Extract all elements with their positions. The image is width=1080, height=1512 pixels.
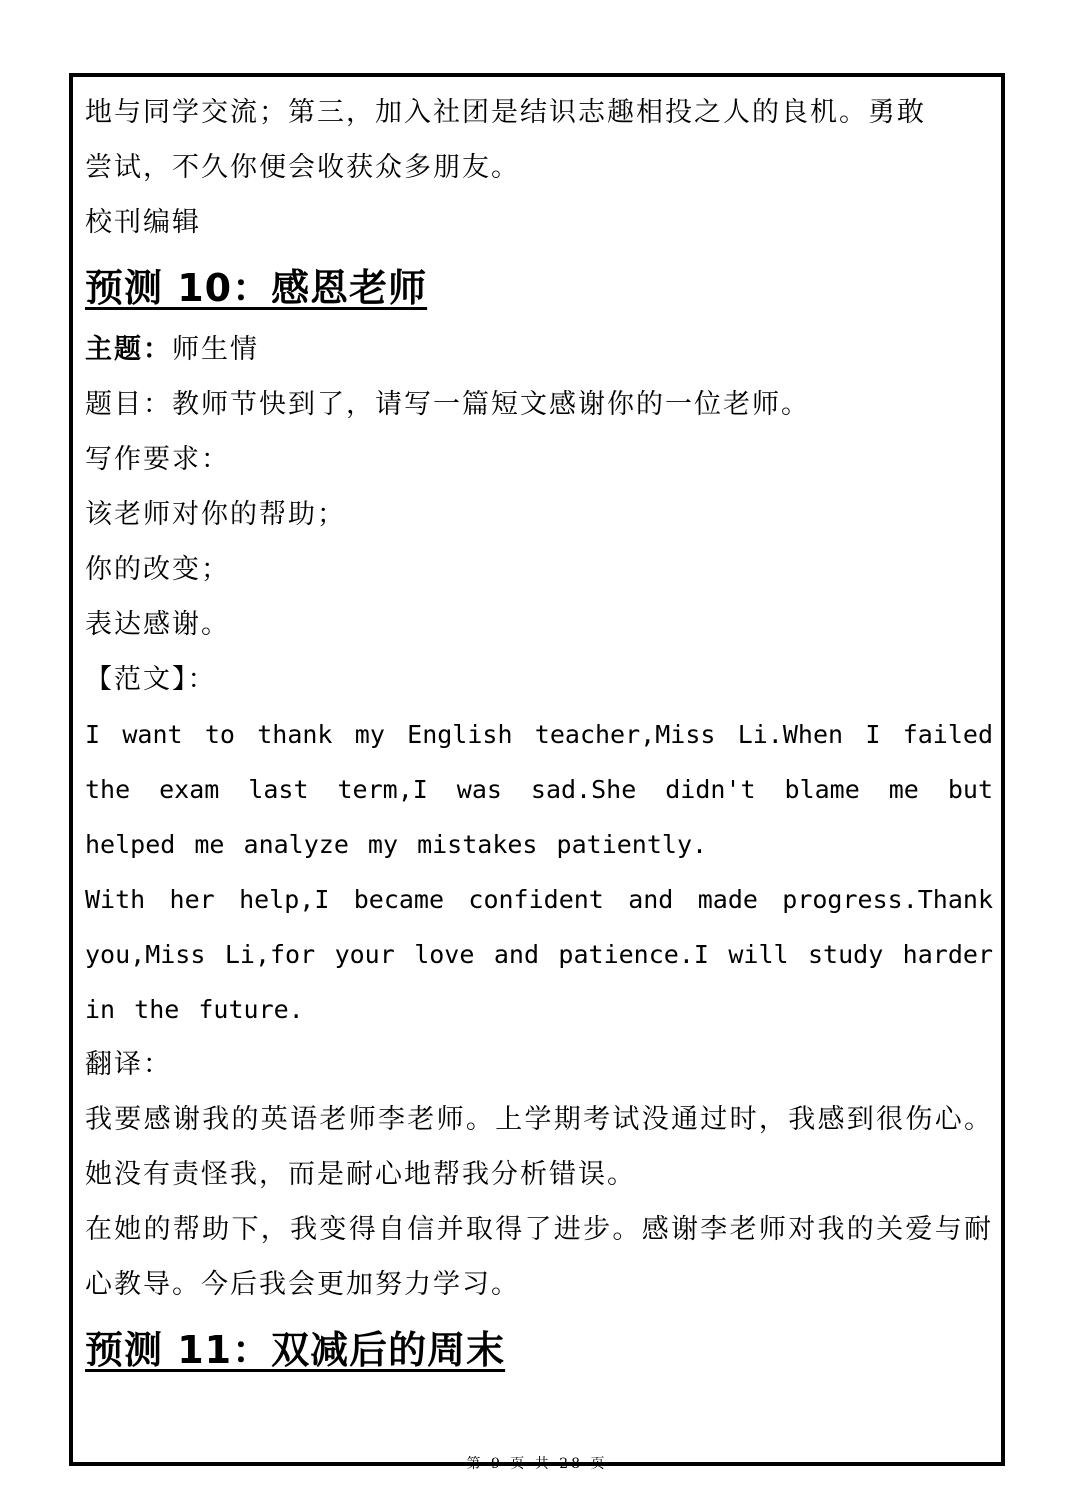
theme-value: 师生情 (172, 334, 259, 365)
requirement-item: 你的改变； (85, 554, 230, 585)
page-frame (69, 73, 1005, 1472)
english-paragraph-2: With her help,I became confident and made progress.Thank you,Miss Li,for your love and patience.I will study harder in the future. (85, 885, 993, 1024)
editor-signature: 校刊编辑 (85, 207, 201, 238)
requirement-item: 表达感谢。 (85, 609, 230, 640)
translation-paragraph-2: 在她的帮助下，我变得自信并取得了进步。感谢李老师对我的关爱与耐心教导。今后我会更加努力学习。 (85, 1214, 993, 1300)
sample-essay-label: 【范文】： (85, 664, 217, 695)
page-content (85, 85, 993, 1384)
section-10-heading: 预测 10：感恩老师 (85, 266, 428, 310)
english-paragraph-1: I want to thank my English teacher,Miss Li.When I failed the exam last term,I was sad.She didn't blame me but helped me analyze my mistakes patiently. (85, 720, 993, 859)
requirements-label: 写作要求： (85, 444, 230, 475)
theme-label: 主题： (85, 334, 172, 365)
topic-line: 题目：教师节快到了，请写一篇短文感谢你的一位老师。 (85, 389, 810, 420)
continued-paragraph-line-1: 地与同学交流；第三，加入社团是结识志趣相投之人的良机。勇敢 (85, 97, 926, 128)
continued-paragraph-line-2: 尝试，不久你便会收获众多朋友。 (85, 152, 520, 183)
section-11-heading: 预测 11：双减后的周末 (85, 1328, 506, 1372)
translation-label: 翻译： (85, 1049, 172, 1080)
requirement-item: 该老师对你的帮助； (85, 499, 346, 530)
page-number-footer: 第 9 页 共 28 页 (466, 1456, 608, 1472)
theme-line (85, 322, 993, 377)
translation-paragraph-1: 我要感谢我的英语老师李老师。上学期考试没通过时，我感到很伤心。她没有责怪我，而是耐心地帮我分析错误。 (85, 1104, 993, 1190)
